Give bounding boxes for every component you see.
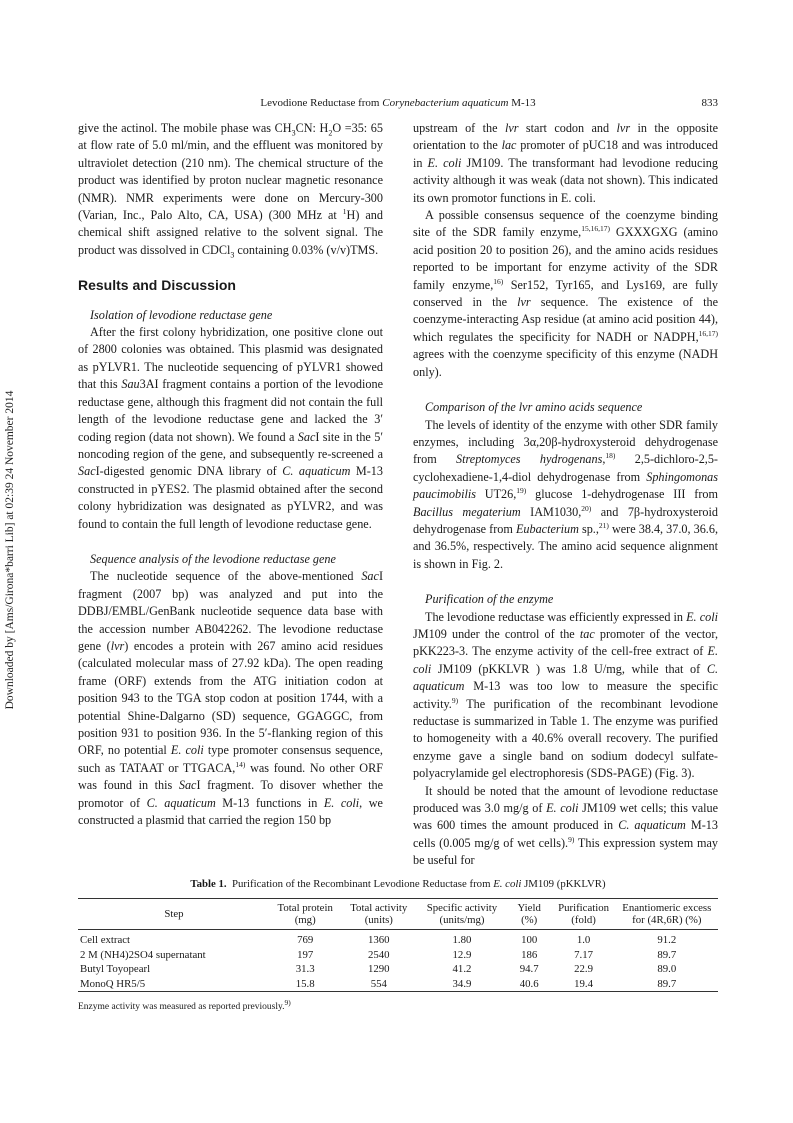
table-row (78, 962, 718, 977)
table-cell: 94.7 (519, 963, 539, 975)
table-cell: 1.0 (576, 934, 591, 946)
table-row (78, 930, 718, 948)
paragraph: The nucleotide sequence of the above-mentioned SacI fragment (2007 bp) was analyzed and put into the DDBJ/EMBL/GenBank nucleotide sequence data base with the accession number AB042262. The levodione reductase gene (lvr) encodes a protein with 267 amino acid residues (calculated molecular mass of 27.92 kDa). The open reading frame (ORF) extends from the ATG initiation codon at position 943 to the TGA stop codon at position 1744, with a potential Shine-Dalgarno (SD) sequence, GGAGGC, from position 931 to position 936. In the 5′-flanking region of this ORF, no potential E. coli type promoter consensus sequence, such as TATAAT or TTGACA,$^{14)}$ was found. No other ORF was found in this SacI fragment. To disover whether the promotor of C. aquaticum M-13 functions in E. coli, we constructed a plasmid that carried the region 150 bp (78, 569, 383, 828)
table-cell: 22.9 (574, 963, 594, 975)
subsection-heading-purification: Purification of the enzyme (425, 592, 554, 607)
table-header-cell: Total activity (units) (350, 902, 408, 926)
running-title: Levodione Reductase from Corynebacterium aquaticum M-13 (260, 97, 536, 109)
table-row (78, 977, 718, 992)
table-cell: 19.4 (574, 977, 594, 990)
table-cell: 1360 (367, 934, 390, 946)
table-cell: 100 (521, 934, 538, 946)
subsection-heading-isolation: Isolation of levodione reductase gene (90, 307, 273, 322)
left-column (78, 120, 383, 829)
table-cell: 1290 (367, 963, 390, 975)
table-row (78, 948, 718, 963)
table-cell: 554 (370, 977, 387, 990)
table-header-cell: Purification (fold) (558, 902, 610, 926)
table-cell: 769 (297, 934, 314, 946)
paragraph: The levodione reductase was efficiently expressed in E. coli JM109 under the control of the tac promoter of the vector, pKK223-3. The enzyme activity of the cell-free extract of E. coli JM109 (pKKLVR ) was 1.8 U/mg, while that of C. aquaticum M-13 was too low to measure the specific activity.$^{9)}$ The purification of the recombinant levodione reductase is summarized in Table 1. The enzyme was purified to homogeneity with a 40.6% overall recovery. The purified enzyme gave a single band on sodium dodecyl sulfate-polyacrylamide gel electrophoresis (SDS-PAGE) (Fig. 3). (413, 609, 718, 781)
purification-table (78, 878, 718, 1012)
section-title: Results and Discussion (78, 277, 236, 294)
page-number: 833 (701, 97, 718, 109)
table-cell: 34.9 (452, 977, 472, 990)
table-cell: 2 M (NH4)2SO4 supernatant (80, 948, 206, 961)
table-cell: 15.8 (295, 977, 315, 990)
data-table (78, 898, 718, 992)
table-cell: 7.17 (574, 948, 594, 961)
right-column (413, 120, 718, 870)
table-cell: 31.3 (295, 963, 315, 975)
table-cell: 2540 (367, 948, 390, 961)
table-cell: 197 (297, 948, 314, 961)
table-cell: 40.6 (519, 977, 539, 990)
table-cell: 12.9 (452, 948, 472, 961)
table-cell: 1.80 (452, 934, 472, 946)
table-header-cell: Enantiomeric excess for (4R,6R) (%) (622, 902, 712, 926)
download-watermark: Downloaded by [Ams/Girona*barri Lib] at 02:39 24 November 2014 (4, 390, 16, 710)
paragraph: The levels of identity of the enzyme with other SDR family enzymes, including 3α,20β-hydroxysteroid dehydrogenase from Streptomyces hydrogenans,$^{18)}$ 2,5-dichloro-2,5-cyclohexadiene-1,4-diol dehydrogenase from Sphingomonas paucimobilis UT26,$^{19)}$ glucose 1-dehydrogenase III from Bacillus megaterium IAM1030,$^{20)}$ and 7β-hydroxysteroid dehydrogenase from Eubacterium sp.,$^{21)}$ were 38.4, 37.0, 36.6, and 36.5%, respectively. The amino acid sequence alignment is shown in Fig. 2. (413, 417, 719, 571)
paragraph: give the actinol. The mobile phase was $CH_3CN$: $H_2O =35$: 65 at flow rate of 5.0 ml/min, and the effluent was monitored by ultraviolet detection (210 nm). The chemical structure of the product was identified by proton nuclear magnetic resonance (NMR). NMR experiments were done on Mercury-300 (Varian, Inc., Palo Alto, CA, USA) (300 MHz at $^1$H) and chemical shift assigned relative to the solvent signal. The product was dissolved in CDCl$_3$ containing 0.03% (v/v)TMS. (78, 121, 383, 260)
paragraph: upstream of the lvr start codon and lvr in the opposite orientation to the lac promoter of pUC18 and was introduced in E. coli JM109. The transformant had levodione reducing activity although it was weak (data not shown). This indicated its own promotor functions in E. coli. (413, 121, 719, 205)
table-cell: 41.2 (452, 963, 472, 975)
table-cell: 186 (521, 948, 538, 961)
table-cell: 89.0 (657, 963, 677, 975)
table-cell: 89.7 (657, 948, 677, 961)
paragraph: A possible consensus sequence of the coenzyme binding site of the SDR family enzyme,$^{15,16,17)}$ GXXXGXG (amino acid position 20 to position 26), and the amino acids residues reported to be important for enzyme activity of the SDR family enzyme,$^{16)}$ Ser152, Tyr165, and Lys169, are fully conserved in the lvr sequence. The existence of the coenzyme-interacting Asp residue (at amino acid position 44), which regulates the specificity for NADH or NADPH,$^{16,17)}$ agrees with the coenzyme specificity of this enzyme (NADH only). (413, 208, 718, 379)
table-header-cell: Step (164, 908, 184, 920)
table-caption: Table 1. Purification of the Recombinant Levodione Reductase from E. coli JM109 (pKKLVR) (190, 878, 606, 890)
table-header-cell: Total protein (mg) (277, 902, 333, 926)
table-cell: Butyl Toyopearl (80, 963, 151, 975)
table-cell: 89.7 (657, 977, 677, 990)
paragraph: After the first colony hybridization, one positive clone out of 2800 colonies was obtained. This plasmid was designated as pYLVR1. The nucleotide sequencing of pYLVR1 showed that this Sau3AI fragment contains a portion of the levodione reductase gene, although this fragment did not contain the full length of the levodione reductase gene and lacked the 3′ coding region (data not shown). We found a SacI site in the 5′ noncoding region of the gene, and subsequently re-screened a SacI-digested genomic DNA library of C. aquaticum M-13 constructed in pYES2. The plasmid obtained after the second colony hybridization was designated as pYLVR2, and was found to contain the full length of levodione reductase gene. (78, 325, 383, 531)
table-header-cell: Yield (%) (517, 902, 541, 926)
table-header-row (78, 899, 718, 930)
paragraph: It should be noted that the amount of levodione reductase produced was 3.0 mg/g of E. coli JM109 wet cells; this value was 600 times the amount produced in C. aquaticum M-13 cells (0.005 mg/g of wet cells).$^{9)}$ This expression system may be useful for (413, 783, 718, 868)
subsection-heading-sequence: Sequence analysis of the levodione reductase gene (90, 551, 336, 566)
table-cell: MonoQ HR5/5 (80, 977, 146, 990)
table-footnote: Enzyme activity was measured as reported previously.$^{9)}$ (78, 997, 291, 1012)
table-cell: Cell extract (80, 934, 131, 946)
table-header-cell: Specific activity (units/mg) (426, 902, 498, 926)
subsection-heading-comparison: Comparison of the lvr amino acids sequence (425, 400, 643, 415)
table-cell: 91.2 (657, 934, 677, 946)
